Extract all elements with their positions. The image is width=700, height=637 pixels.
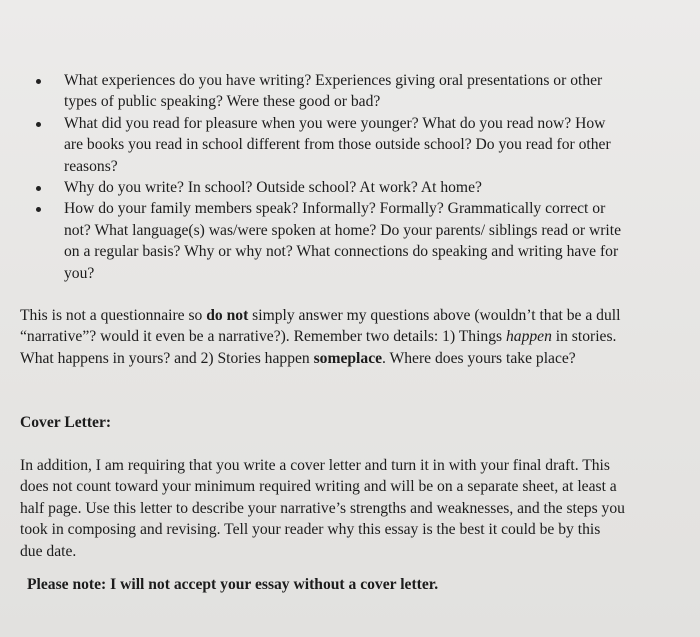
question-list xyxy=(36,70,626,284)
narrative-instructions-paragraph: This is not a questionnaire so do not simply answer my questions above (wouldn’t that be a dull “narrative”? would it even be a narrative?). Remember two details: 1) Things happen in stories. What happens in yours? and 2) Stories happen someplace. Where does yours take place? xyxy=(20,307,621,367)
question-item: What did you read for pleasure when you were younger? What do you read now? How are books you read in school different from those outside school? Do you read for other reasons? xyxy=(36,113,626,177)
question-item: What experiences do you have writing? Experiences giving oral presentations or other types of public speaking? Were these good or bad? xyxy=(36,70,626,113)
cover-letter-heading: Cover Letter: xyxy=(20,414,112,431)
bullet-icon xyxy=(36,79,41,84)
bullet-icon xyxy=(36,122,41,127)
bullet-icon xyxy=(36,186,41,191)
bullet-icon xyxy=(36,207,41,212)
question-item: How do your family members speak? Informally? Formally? Grammatically correct or not? What language(s) was/were spoken at home? Do your parents/ siblings read or write on a regular basis? Why or why not? What connections do speaking and writing have for you? xyxy=(36,198,626,284)
emphasis-happen: happen xyxy=(505,328,552,346)
cover-letter-paragraph: In addition, I am requiring that you write a cover letter and turn it in with your final draft. This does not count toward your minimum required writing and will be on a separate sheet, at least a half page. Use this letter to describe your narrative’s strengths and weaknesses, and the steps you took in composing and revising. Tell your reader why this essay is the best it could be by this due date. xyxy=(20,457,625,560)
emphasis-someplace: someplace xyxy=(313,349,383,367)
emphasis-do-not: do not xyxy=(206,307,249,324)
please-note: Please note: I will not accept your essay without a cover letter. xyxy=(27,576,439,593)
question-item: Why do you write? In school? Outside school? At work? At home? xyxy=(36,177,626,198)
